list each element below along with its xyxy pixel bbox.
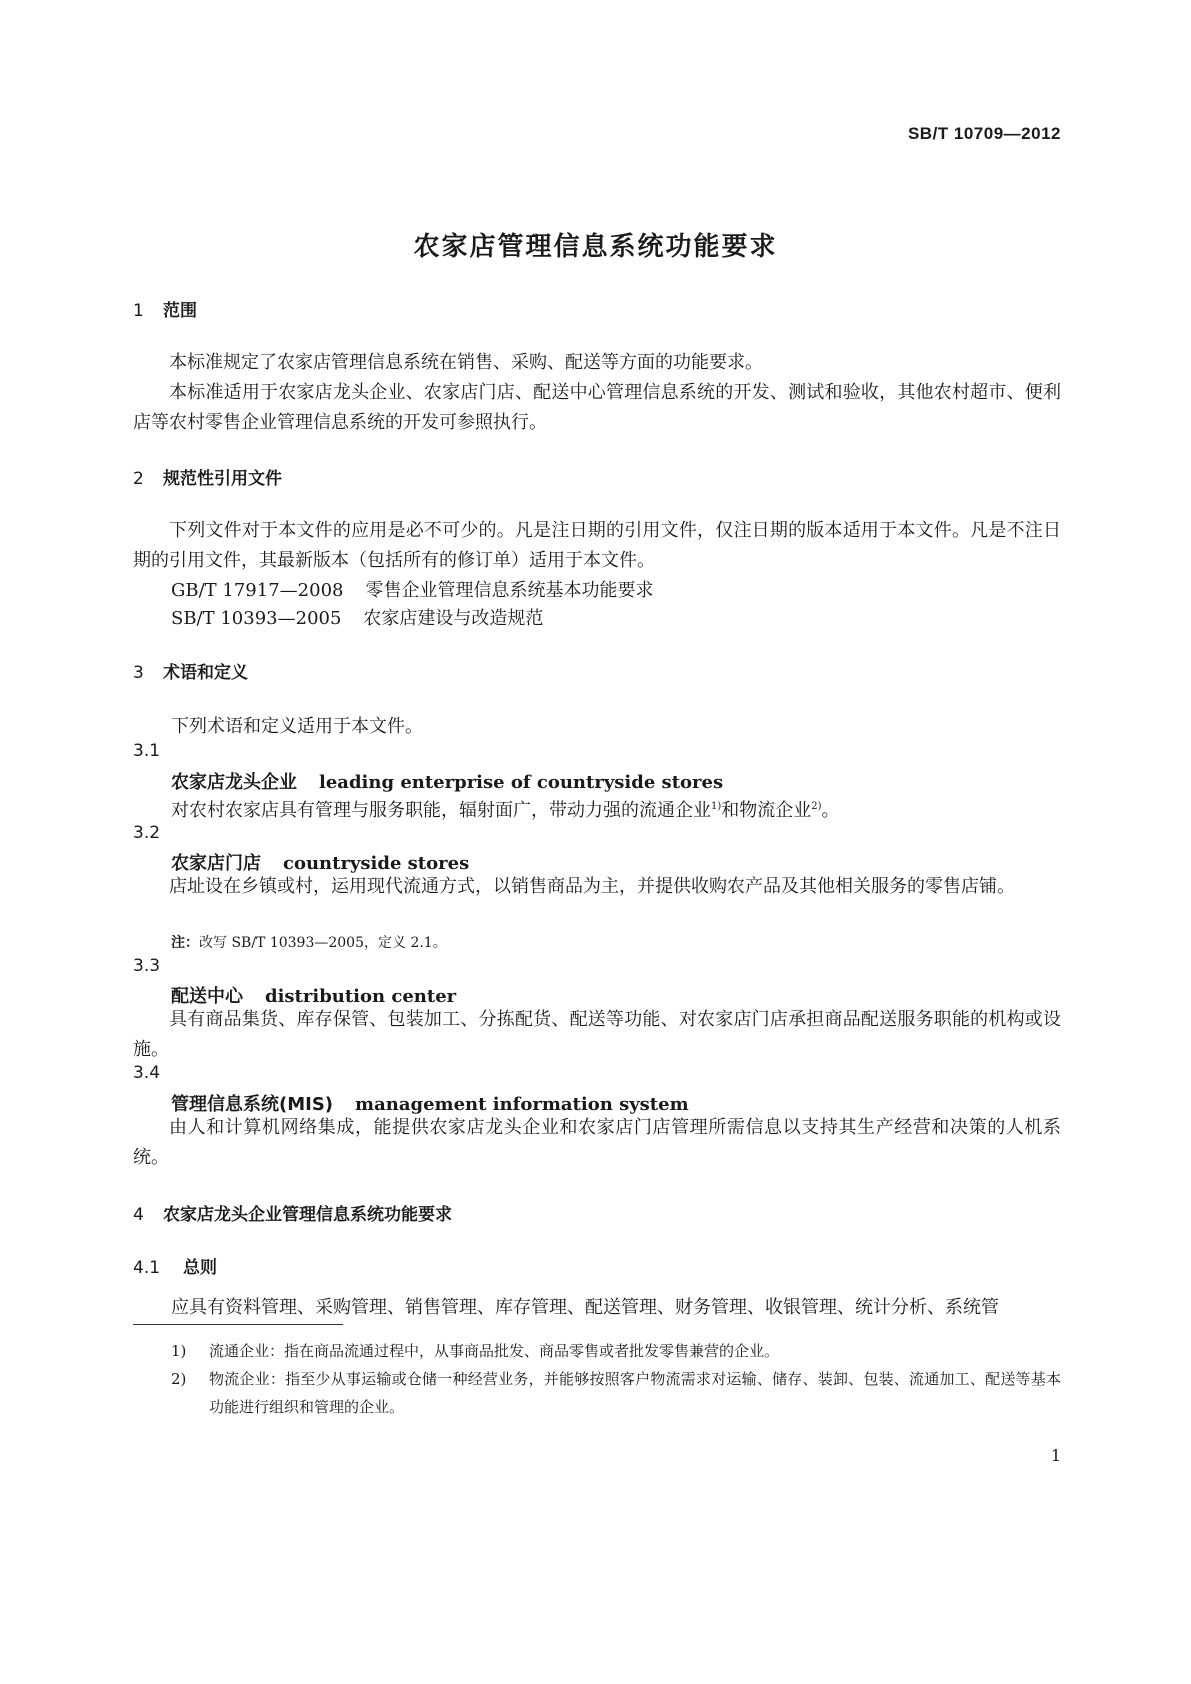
section-2-heading xyxy=(133,464,282,489)
reference-item xyxy=(171,604,543,630)
term-number: 3.1 xyxy=(133,741,161,761)
subsection-number: 4.1 xyxy=(133,1258,161,1278)
scope-paragraph-1: 本标准规定了农家店管理信息系统在销售、采购、配送等方面的功能要求。 xyxy=(169,352,763,373)
footnote-text: 流通企业：指在商品流通过程中，从事商品批发、商品零售或者批发零售兼营的企业。 xyxy=(209,1342,780,1360)
footnote-divider xyxy=(133,1324,343,1325)
section-number: 4 xyxy=(133,1205,144,1225)
section-number: 3 xyxy=(133,663,144,683)
section-number: 1 xyxy=(133,301,144,321)
term-en: management information system xyxy=(355,1094,689,1115)
section-1-heading xyxy=(133,296,197,321)
note-text: 改写 SB/T 10393—2005，定义 2.1。 xyxy=(199,935,447,951)
term-heading xyxy=(171,768,723,794)
term-note xyxy=(171,932,447,952)
footnote-ref: 2) xyxy=(811,801,822,812)
term-definition: 由人和计算机网络集成，能提供农家店龙头企业和农家店门店管理所需信息以支持其生产经营和决策的人机系统。 xyxy=(133,1117,1061,1168)
definition-text: 和物流企业 xyxy=(721,800,812,821)
section-3-heading xyxy=(133,658,248,683)
term-zh: 农家店龙头企业 xyxy=(171,772,297,793)
term-en: countryside stores xyxy=(283,853,470,874)
page-number: 1 xyxy=(1050,1446,1061,1465)
section-title: 术语和定义 xyxy=(163,663,248,683)
term-definition: 具有商品集货、库存保管、包装加工、分拣配货、配送等功能、对农家店门店承担商品配送服务职能的机构或设施。 xyxy=(133,1009,1061,1060)
subsection-4-1-heading xyxy=(133,1253,217,1278)
reference-title: 零售企业管理信息系统基本功能要求 xyxy=(365,580,654,601)
term-en: leading enterprise of countryside stores xyxy=(319,772,724,793)
footnote-number: 2) xyxy=(171,1370,187,1388)
section-title: 农家店龙头企业管理信息系统功能要求 xyxy=(163,1205,452,1225)
term-number: 3.3 xyxy=(133,956,161,976)
footnote-text: 物流企业：指至少从事运输或仓储一种经营业务，并能够按照客户物流需求对运输、储存、装卸、包装、流通加工、配送等基本功能进行组织和管理的企业。 xyxy=(209,1370,1061,1416)
footnote-number: 1) xyxy=(171,1342,187,1360)
footnote-ref: 1) xyxy=(711,801,722,812)
term-definition: 店址设在乡镇或村，运用现代流通方式，以销售商品为主，并提供收购农产品及其他相关服务的零售店铺。 xyxy=(169,876,1015,897)
section-4-heading xyxy=(133,1200,452,1225)
definition-text: 。 xyxy=(821,800,840,821)
terms-intro: 下列术语和定义适用于本文件。 xyxy=(171,716,423,737)
term-zh: 农家店门店 xyxy=(171,853,261,874)
reference-title: 农家店建设与改造规范 xyxy=(363,608,544,629)
footnote-2 xyxy=(171,1365,1061,1421)
term-en: distribution center xyxy=(265,986,457,1007)
reference-code: SB/T 10393—2005 xyxy=(171,608,342,629)
term-zh: 配送中心 xyxy=(171,986,243,1007)
section-title: 规范性引用文件 xyxy=(163,469,282,489)
definition-text: 对农村农家店具有管理与服务职能，辐射面广，带动力强的流通企业 xyxy=(171,800,711,821)
note-label: 注： xyxy=(171,935,199,951)
term-definition xyxy=(171,796,840,822)
document-code: SB/T 10709—2012 xyxy=(907,124,1061,143)
scope-paragraph-2: 本标准适用于农家店龙头企业、农家店门店、配送中心管理信息系统的开发、测试和验收，其他农村超市、便利店等农村零售企业管理信息系统的开发可参照执行。 xyxy=(133,382,1061,433)
term-number: 3.2 xyxy=(133,823,161,843)
page-title: 农家店管理信息系统功能要求 xyxy=(413,232,778,262)
normative-references-paragraph: 下列文件对于本文件的应用是必不可少的。凡是注日期的引用文件，仅注日期的版本适用于本文件。凡是不注日期的引用文件，其最新版本（包括所有的修订单）适用于本文件。 xyxy=(133,520,1061,571)
reference-item xyxy=(171,576,653,602)
section-number: 2 xyxy=(133,469,144,489)
general-paragraph: 应具有资料管理、采购管理、销售管理、库存管理、配送管理、财务管理、收银管理、统计分析、系统管 xyxy=(171,1297,999,1318)
footnote-1 xyxy=(171,1337,1061,1365)
subsection-title: 总则 xyxy=(183,1258,217,1278)
section-title: 范围 xyxy=(163,301,197,321)
reference-code: GB/T 17917—2008 xyxy=(171,580,344,601)
term-number: 3.4 xyxy=(133,1063,161,1083)
term-zh: 管理信息系统(MIS) xyxy=(171,1094,334,1115)
